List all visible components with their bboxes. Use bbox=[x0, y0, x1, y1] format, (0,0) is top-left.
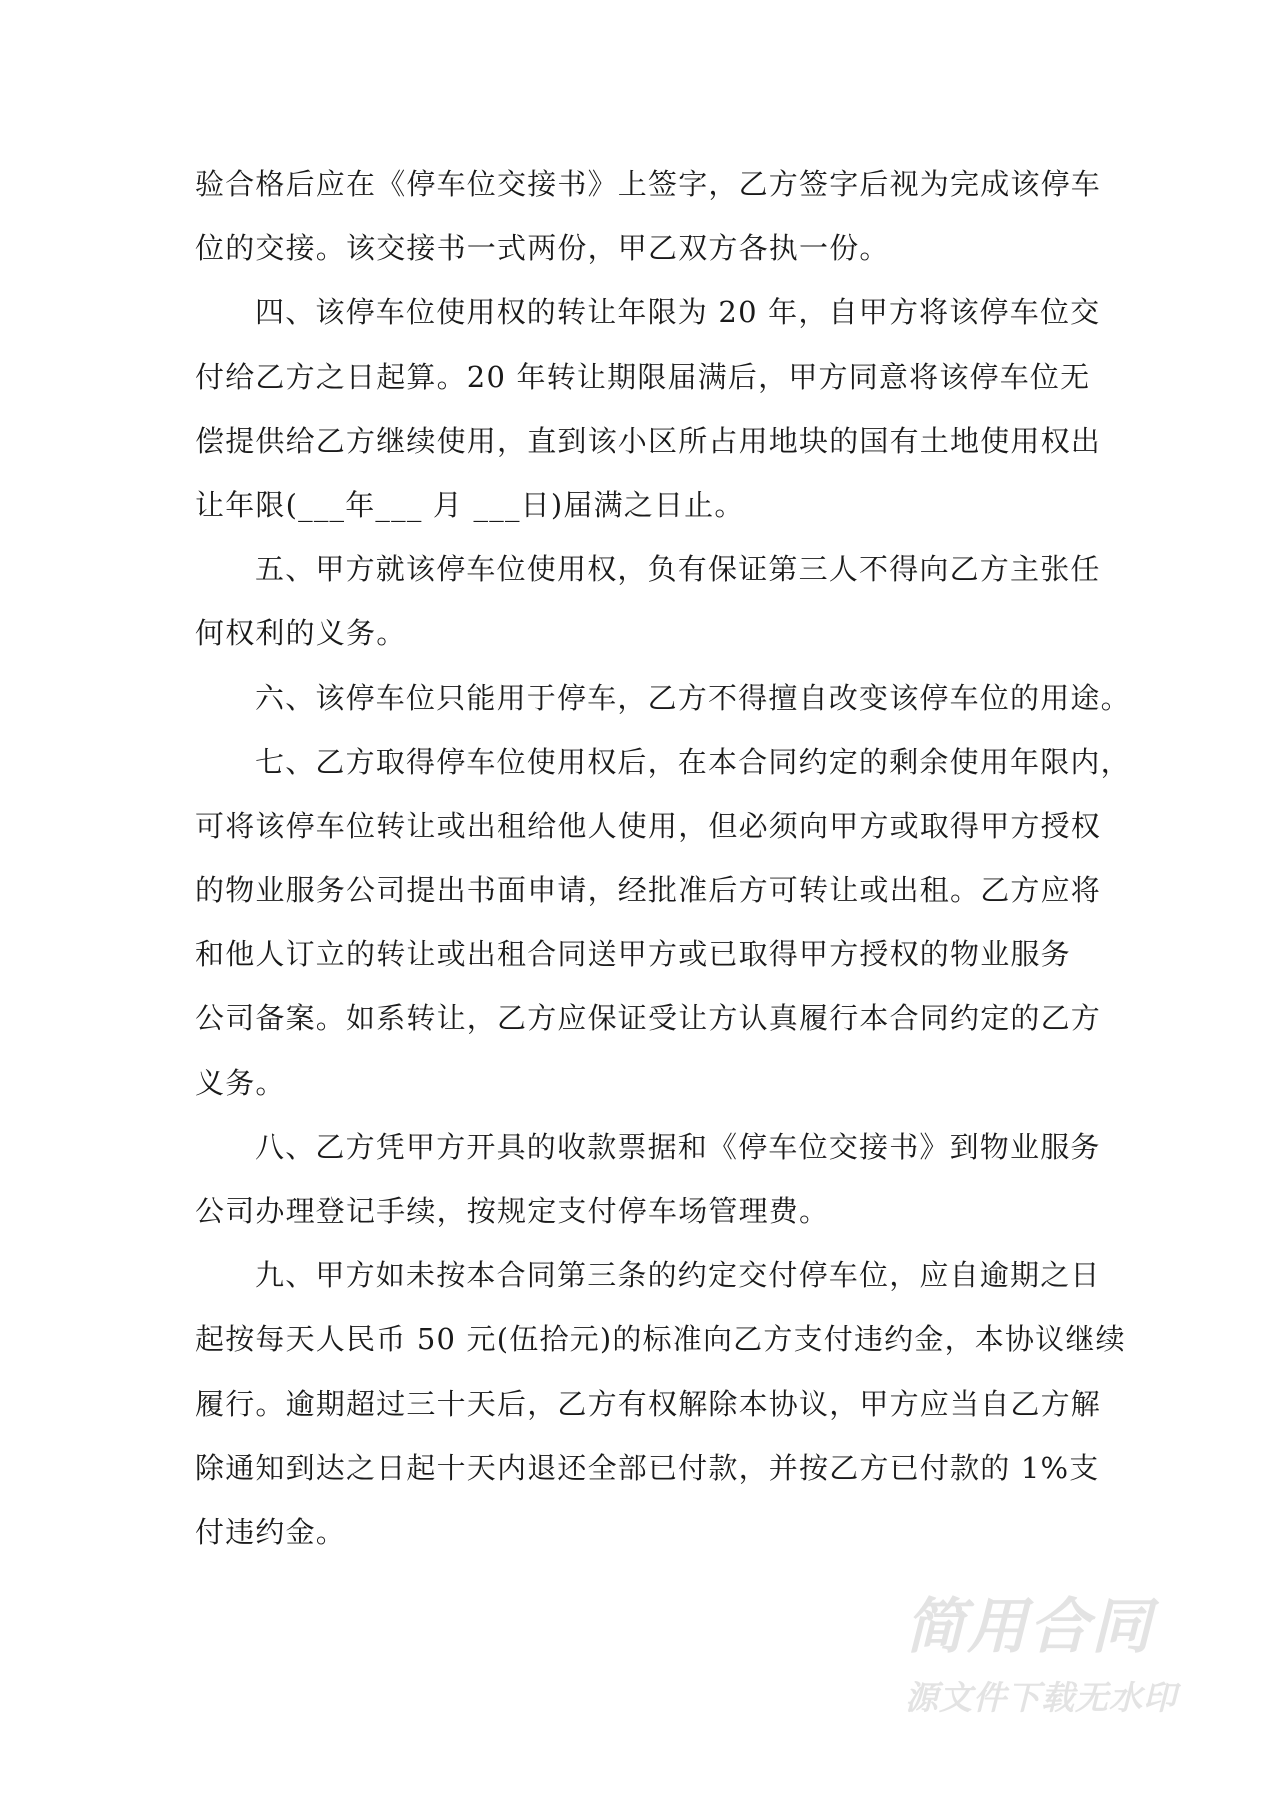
clause-8-start: 八、乙方凭甲方开具的收款票据和《停车位交接书》到物业服务 bbox=[255, 1129, 1101, 1164]
watermark-subtitle: 源文件下载无水印 bbox=[905, 1678, 1177, 1717]
text-line-1: 验合格后应在《停车位交接书》上签字，乙方签字后视为完成该停车 bbox=[195, 167, 1102, 201]
clause-5-start: 五、甲方就该停车位使用权，负有保证第三人不得向乙方主张任 bbox=[255, 552, 1101, 587]
text-line-8: 何权利的义务。 bbox=[195, 616, 407, 651]
text-line-22: 付违约金。 bbox=[195, 1514, 347, 1549]
text-line-17: 公司办理登记手续，按规定支付停车场管理费。 bbox=[195, 1194, 830, 1228]
text-line-14: 公司备案。如系转让，乙方应保证受让方认真履行本合同约定的乙方 bbox=[195, 1001, 1102, 1036]
text-line-6: 让年限(___年___ 月 ___日)届满之日止。 bbox=[195, 487, 745, 522]
text-line-12: 的物业服务公司提出书面申请，经批准后方可转让或出租。乙方应将 bbox=[195, 873, 1102, 908]
text-line-11: 可将该停车位转让或出租给他人使用，但必须向甲方或取得甲方授权 bbox=[195, 808, 1102, 843]
text-line-20: 履行。逾期超过三十天后，乙方有权解除本协议，甲方应当自乙方解 bbox=[195, 1386, 1102, 1421]
text-line-5: 偿提供给乙方继续使用，直到该小区所占用地块的国有土地使用权出 bbox=[195, 423, 1102, 458]
clause-9-start: 九、甲方如未按本合同第三条的约定交付停车位，应自逾期之日 bbox=[255, 1258, 1101, 1293]
text-line-21: 除通知到达之日起十天内退还全部已付款，并按乙方已付款的 1%支 bbox=[195, 1450, 1100, 1485]
text-line-2: 位的交接。该交接书一式两份，甲乙双方各执一份。 bbox=[195, 231, 890, 266]
clause-7-start: 七、乙方取得停车位使用权后，在本合同约定的剩余使用年限内， bbox=[255, 744, 1131, 779]
contract-body-text bbox=[195, 160, 1131, 1572]
watermark-title: 简用合同 bbox=[905, 1592, 1153, 1662]
clause-4-start: 四、该停车位使用权的转让年限为 20 年，自甲方将该停车位交 bbox=[255, 295, 1101, 330]
clause-6-start: 六、该停车位只能用于停车，乙方不得擅自改变该停车位的用途。 bbox=[255, 680, 1131, 715]
text-line-4: 付给乙方之日起算。20 年转让期限届满后，甲方同意将该停车位无 bbox=[195, 359, 1091, 394]
watermark bbox=[905, 1592, 1195, 1720]
text-line-15: 义务。 bbox=[195, 1065, 286, 1100]
text-line-19: 起按每天人民币 50 元(伍拾元)的标准向乙方支付违约金，本协议继续 bbox=[195, 1322, 1126, 1357]
text-line-13: 和他人订立的转让或出租合同送甲方或已取得甲方授权的物业服务 bbox=[195, 937, 1071, 972]
